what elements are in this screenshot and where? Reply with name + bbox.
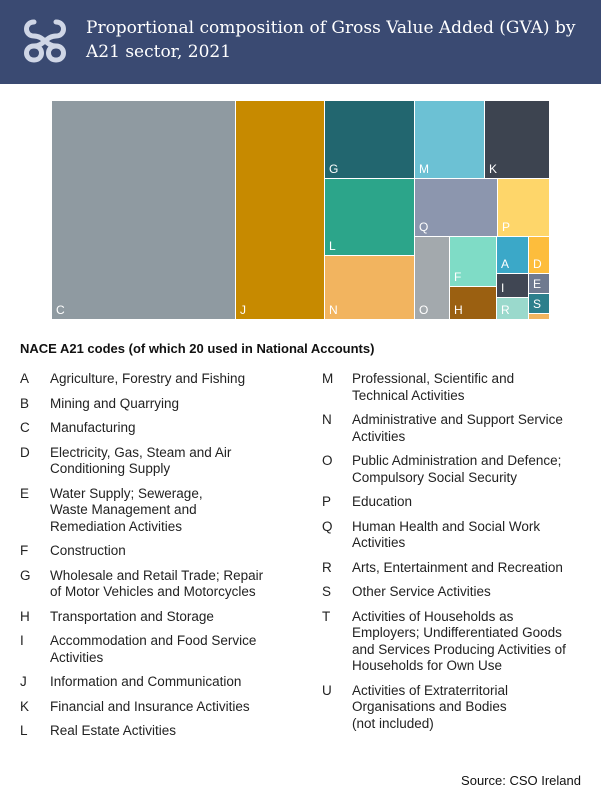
legend-label: Manufacturing [50, 420, 136, 435]
legend-code: T [322, 608, 331, 624]
legend-item-r [322, 560, 584, 577]
legend-code: N [322, 412, 332, 427]
legend-column-left [20, 371, 290, 748]
treemap-tile-c [52, 101, 235, 319]
treemap-label-m: M [419, 162, 429, 176]
legend-code: L [20, 723, 28, 738]
legend-code: O [322, 453, 333, 468]
legend-item-t [322, 609, 584, 675]
legend-label: Mining and Quarrying [50, 395, 180, 411]
legend-heading: NACE A21 codes (of which 20 used in National Accounts) [20, 341, 375, 356]
legend-item-e [20, 486, 290, 536]
treemap-tile-g [325, 101, 414, 178]
legend-code: K [20, 698, 30, 714]
legend-label: Transportation and Storage [50, 608, 214, 624]
legend-code: I [20, 633, 24, 648]
legend-code: Q [322, 518, 333, 534]
treemap-label-r: R [501, 303, 510, 317]
treemap-tile-n [325, 256, 414, 319]
legend-item-u [322, 683, 584, 733]
treemap-label-c: C [56, 303, 65, 317]
legend-label: Arts, Entertainment and Recreation [352, 559, 563, 575]
legend-item-q [322, 519, 584, 552]
legend-item-i [20, 633, 290, 666]
treemap-label-i: I [501, 281, 505, 295]
legend-code: E [20, 485, 30, 501]
treemap-label-a: A [501, 257, 510, 271]
legend-item-c [20, 420, 290, 437]
legend-code: J [20, 674, 27, 689]
legend-code: R [322, 559, 332, 575]
legend-label: Administrative and Support Service Activities [352, 412, 563, 444]
legend-column-right [322, 371, 584, 740]
legend-item-m [322, 371, 584, 404]
legend-label: Electricity, Gas, Steam and Air Conditioning Supply [50, 444, 232, 476]
source-note: Source: CSO Ireland [461, 773, 581, 788]
legend-code: U [322, 682, 332, 698]
legend-item-l [20, 723, 290, 740]
legend-item-g [20, 568, 290, 601]
legend-code: P [322, 494, 332, 509]
legend-label: Information and Communication [50, 674, 242, 689]
treemap-label-q: Q [419, 220, 429, 234]
legend-label: Public Administration and Defence; Compulsory Social Security [352, 453, 562, 485]
legend-item-o [322, 453, 584, 486]
legend-code: B [20, 395, 30, 411]
treemap-label-k: K [489, 162, 498, 176]
legend-code: M [322, 371, 334, 386]
legend-code: A [20, 371, 30, 386]
legend-label: Construction [50, 543, 126, 558]
chart-title: Proportional composition of Gross Value Added (GVA) by A21 sector, 2021 [86, 18, 576, 62]
legend-code: F [20, 543, 29, 558]
legend-item-b [20, 396, 290, 413]
treemap-label-j: J [240, 303, 246, 317]
treemap-label-g: G [329, 162, 339, 176]
legend-label: Other Service Activities [352, 584, 491, 599]
treemap-label-o: O [419, 303, 429, 317]
legend-code: G [20, 567, 31, 583]
treemap-label-h: H [454, 303, 463, 317]
treemap-label-n: N [329, 303, 338, 317]
legend-label: Professional, Scientific and Technical Activities [352, 371, 515, 403]
treemap-label-p: P [502, 220, 511, 234]
treemap-label-d: D [533, 257, 542, 271]
legend-code: C [20, 420, 30, 435]
legend-label: Real Estate Activities [50, 723, 177, 738]
legend-item-p [322, 494, 584, 511]
legend-item-s [322, 584, 584, 601]
legend-code: D [20, 444, 30, 460]
treemap-tile-t [529, 314, 549, 319]
legend-label: Financial and Insurance Activities [50, 698, 250, 714]
legend-code: S [322, 584, 332, 599]
treemap-label-f: F [454, 270, 462, 284]
legend-item-a [20, 371, 290, 388]
treemap-label-s: S [533, 297, 542, 311]
legend-label: Water Supply; Sewerage, Waste Management and Remediation Activities [50, 485, 203, 534]
treemap-label-e: E [533, 277, 542, 291]
legend-label: Wholesale and Retail Trade; Repair of Motor Vehicles and Motorcycles [50, 567, 264, 599]
legend-code: H [20, 608, 30, 624]
legend-item-n [322, 412, 584, 445]
legend-item-j [20, 674, 290, 691]
legend-label: Accommodation and Food Service Activities [50, 633, 257, 665]
treemap-label-l: L [329, 239, 336, 253]
legend-label: Human Health and Social Work Activities [352, 518, 541, 550]
legend-label: Agriculture, Forestry and Fishing [50, 371, 246, 386]
legend-label: Activities of Extraterritorial Organisations and Bodies (not included) [352, 682, 509, 731]
legend-item-h [20, 609, 290, 626]
legend-label: Activities of Households as Employers; Undifferentiated Goods and Services Producing Activities of Households for Own Use [352, 608, 566, 673]
treemap-tile-l [325, 179, 414, 255]
treemap-tile-j [236, 101, 324, 319]
legend-item-k [20, 699, 290, 716]
legend-item-f [20, 543, 290, 560]
legend-label: Education [352, 494, 413, 509]
legend-item-d [20, 445, 290, 478]
